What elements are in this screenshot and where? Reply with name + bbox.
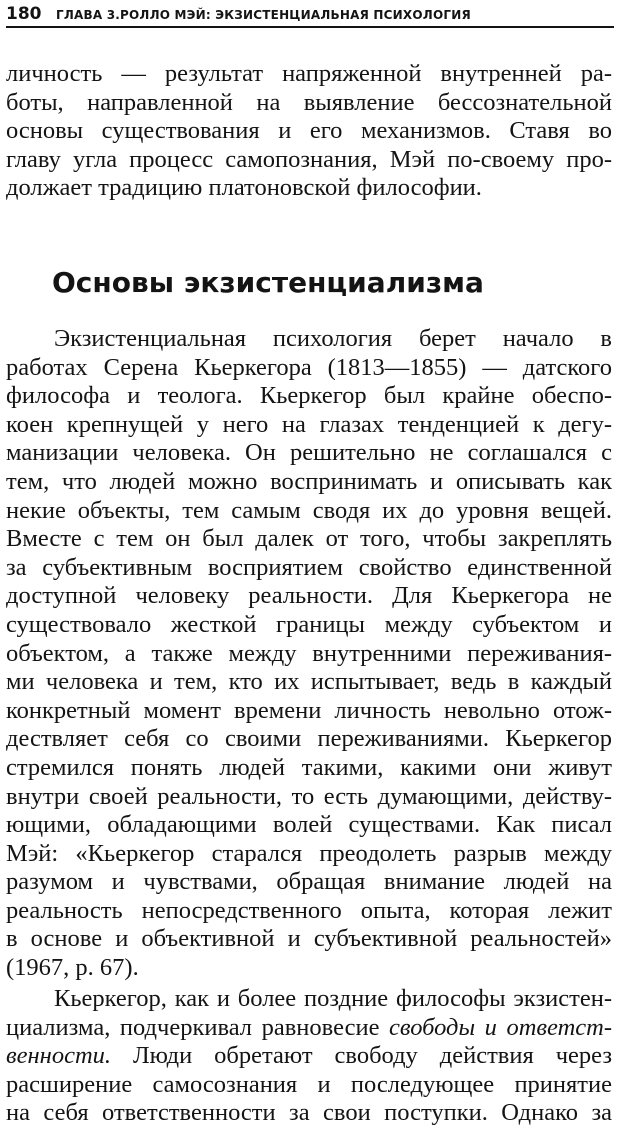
text-line: философа и теолога. Кьеркегор был крайне обеспо- <box>6 382 612 410</box>
text-line: разумом и чувствами, обращая внимание людей на <box>6 868 612 896</box>
text-line: дествляет себя со своими переживаниями. Кьеркегор <box>6 725 612 753</box>
text-line: Вместе с тем он был далек от того, чтобы закреплять <box>6 525 612 553</box>
text-line: объектом, а также между внутренними переживания- <box>6 639 612 667</box>
text-line: должает традицию платоновской философии. <box>6 174 482 202</box>
text-line: работах Серена Кьеркегора (1813—1855) — датского <box>6 353 612 381</box>
text-line: Мэй: «Кьеркегор старался преодолеть разрыв между <box>6 839 612 867</box>
text-line: (1967, р. 67). <box>6 954 139 982</box>
chapter-title: ГЛАВА 3.РОЛЛО МЭЙ: ЭКЗИСТЕНЦИАЛЬНАЯ ПСИХОЛОГИЯ <box>56 8 471 22</box>
text-line: реальность непосредственного опыта, которая лежит <box>6 896 612 924</box>
text-line: доступной человеку реальности. Для Кьеркегора не <box>6 582 612 610</box>
text-line <box>6 1042 612 1071</box>
page-number: 180 <box>6 4 42 24</box>
text-line: Экзистенциальная психология берет начало в <box>54 325 612 352</box>
text-line: внутри своей реальности, то есть думающими, действу- <box>6 782 612 810</box>
italic-text-run: свободы и ответст- <box>389 1013 612 1041</box>
text-line: существовало жесткой границы между субъектом и <box>6 610 612 638</box>
text-run: Люди обретают свободу действия через <box>111 1042 612 1070</box>
text-line: на себя ответственности за свои поступки. Однако за <box>6 1099 612 1127</box>
text-line: ми человека и тем, кто их испытывает, ведь в каждый <box>6 668 612 696</box>
running-head <box>6 4 614 28</box>
text-line: Кьеркегор, как и более поздние философы экзистен- <box>54 985 612 1012</box>
text-line: основы существования и его механизмов. Ставя во <box>6 117 612 145</box>
text-line: коен крепнущей у него на глазах тенденцией к дегу- <box>6 410 612 438</box>
text-line: конкретный момент времени личность невольно отож- <box>6 696 612 724</box>
text-line: за субъективным восприятием свойство единственной <box>6 553 612 581</box>
section-heading: Основы экзистенциализма <box>52 266 484 299</box>
text-line: ющими, обладающими волей существами. Как писал <box>6 811 612 839</box>
text-line: некие объекты, тем самым сводя их до уровня вещей. <box>6 496 612 524</box>
text-line: расширение самосознания и последующее принятие <box>6 1070 612 1098</box>
text-run: циализма, подчеркивал равновесие <box>6 1013 390 1041</box>
text-line <box>6 1014 612 1043</box>
text-line: в основе и объективной и субъективной реальностей» <box>6 925 612 953</box>
continued-paragraph <box>6 60 612 203</box>
text-line: боты, направленной на выявление бессознательной <box>6 88 612 116</box>
text-line: манизации человека. Он решительно не соглашался с <box>6 439 612 467</box>
text-line: тем, что людей можно воспринимать и описывать как <box>6 467 612 495</box>
italic-text-run: венности. <box>6 1042 112 1070</box>
paragraph-existentialism-origins <box>6 325 612 983</box>
text-line: личность — результат напряженной внутренней ра- <box>6 60 612 87</box>
text-line: стремился понять людей такими, какими они живут <box>6 753 612 781</box>
text-line: главу угла процесс самопознания, Мэй по-своему про- <box>6 145 612 173</box>
paragraph-freedom-responsibility <box>6 985 612 1128</box>
